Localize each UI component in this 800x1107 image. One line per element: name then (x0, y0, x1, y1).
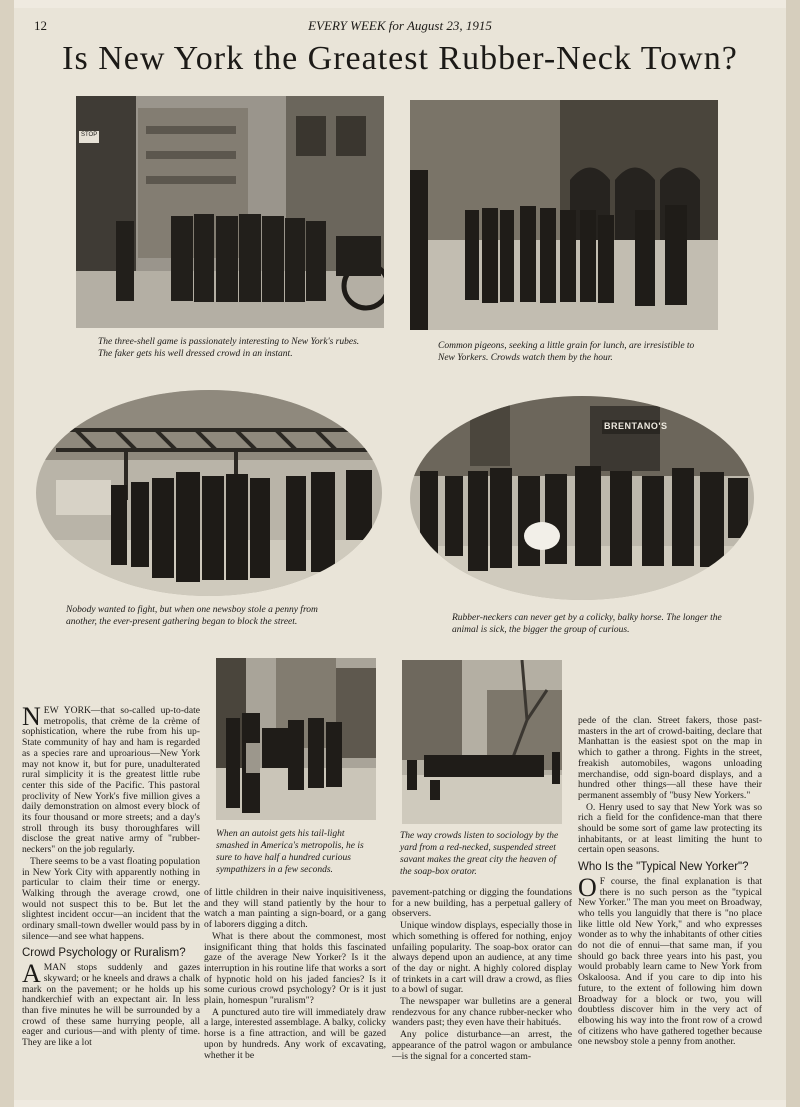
dropcap-o: O (578, 872, 597, 902)
photo-autoist (216, 658, 376, 820)
photo-pigeons (410, 100, 718, 330)
paragraph-punctured-tire: A punctured auto tire will immediately draw a large, interested assemblage. A balky, colicky horse is a fine attraction, and will be gazed upon by hundreds. Any work of excavating, whether it be (204, 1006, 386, 1061)
caption-soap-box: The way crowds listen to sociology by the yard from a red-necked, suspended street savant makes the great city the heaven of the soap-box orator. (400, 831, 559, 877)
page-number: 12 (34, 18, 47, 33)
stop-sign: STOP (81, 132, 98, 138)
caption-three-shell: The three-shell game is passionately interesting to New York's rubes. The faker gets his well dressed crowd in an instant. (98, 337, 360, 359)
text-column-1 (22, 702, 200, 1050)
running-title: EVERY WEEK for August 23, 1915 (308, 18, 492, 33)
text-column-2 (204, 888, 386, 1062)
intro-paragraph: EW YORK—that so-called up-to-date metropolis, that crème de la crème of sophistication, where the rube from his up-State community of hay and ham is regarded as a species rare and uproarious—New York may not know it, but for pure, unadulterated rural simplicity it is the greatest little rube center this side of the Pacific. This pastoral proclivity of New York's five million gives a daily demonstration on almost every block of its four thousand or more streets; and a day's stroll through its busy thoroughfares will disclose the great native army of "rubber-neckers" on the job regularly. (22, 705, 200, 856)
paragraph-window-displays: Unique window displays, especially those in which something is offered for nothing, enjoy unfailing popularity. The soap-box orator can always depend upon an audience, at any time of the day or night. A highly colored display of trinkets in a cart will draw a crowd, as flies to a bowl of sugar. (392, 920, 572, 996)
paragraph-commonest-thing: What is there about the commonest, most insignificant thing that holds this fascinated gaze of the average New Yorker? Is it the interruption in his routine life that works a sort of hypnotic hold on his jaded fancies? Is it some curious crowd psychology? Or is it just plain, homespun "ruralism"? (204, 930, 386, 1007)
paragraph-o-henry: O. Henry used to say that New York was so rich a field for the confidence-man that there should be some sort of game law protecting its inhabitants, or at least limiting the hunt to certain open seasons. (578, 801, 762, 856)
article-title: Is New York the Greatest Rubber-Neck Town? (62, 40, 738, 77)
binding-gutter (0, 0, 14, 1107)
paragraph-floating-population: There seems to be a vast floating population in New York City with apparently nothing in particular to claim their time or energy. Walking through the average crowd, one would not suspect this to be. But let the slightest incident occur—an incident that the ordinary small-town dweller would pass by in silence—and see what happens. (22, 855, 200, 942)
page-edge (786, 0, 800, 1107)
subhead-crowd-psychology: Crowd Psychology or Ruralism? (22, 947, 186, 960)
paragraph-little-children: of little children in their naive inquisitiveness, and they will stand patiently by the hour to watch a man painting a sign-board, or a gang of laborers digging a ditch. (204, 887, 386, 931)
caption-autoist: When an autoist gets his tail-light smashed in America's metropolis, he is sure to have half a hundred curious sympathizers in a few seconds. (216, 829, 364, 875)
paragraph-final-explanation: F course, the final explanation is that there is no such person as the "typical New Yorker." The man you meet on Broadway, who tells you languidly that there is "no place like little old New York," and who expresses wonder as to why the inhabitants of other cities do not die of ennui—that same man, if you should go back three years into his past, you would probably learn came to New York from Oskaloosa. And if you care to dip into his future, to the extent of following him down Broadway for a block or two, you will doubtless discover him in the very act of elbowing his way into the front row of a crowd of citizens who have gathered together because one newsboy stole a penny from another. (578, 875, 762, 1048)
photo-newsboy-crowd (36, 390, 382, 596)
dropcap-a: A (22, 959, 41, 989)
paragraph-war-bulletins: The newspaper war bulletins are a general rendezvous for any chance rubber-necker who wanders past; they even have their habitués. (392, 996, 572, 1029)
text-column-4 (578, 716, 762, 1049)
paragraph-street-fakers: pede of the clan. Street fakers, those past-masters in the art of crowd-baiting, declare that Manhattan is the easiest spot on the map in which to gather a throng. Fights in the street, freakish automobiles, wagons unloading merchandise, odd sign-board displays, and a hundred other things—all these have their permanent assembly of "busy New Yorkers." (578, 715, 762, 801)
photo-three-shell-game (76, 96, 384, 328)
caption-newsboy: Nobody wanted to fight, but when one newsboy stole a penny from another, the ever-present gathering began to block the street. (66, 605, 318, 627)
paragraph-man-stops: MAN stops suddenly and gazes skyward; or he kneels and draws a chalk mark on the pavement; or he holds up his handkerchief with an expectant air. In less than five minutes he will be surrounded by a crowd of these same hurrying people, all eager and curious—and with plenty of time. They are like a lot (22, 962, 200, 1049)
paragraph-pavement-patching: pavement-patching or digging the foundations for a new building, has a perpetual gallery of observers. (392, 887, 572, 920)
paragraph-police-disturbance: Any police disturbance—an arrest, the appearance of the patrol wagon or ambulance—is the signal for a concerted stam- (392, 1029, 572, 1062)
dropcap-n: N (22, 702, 41, 731)
caption-balky-horse: Rubber-neckers can never get by a colicky, balky horse. The longer the animal is sick, the bigger the group of curious. (452, 613, 722, 635)
photo-soap-box-orator (402, 660, 562, 824)
subhead-typical-new-yorker: Who Is the "Typical New Yorker"? (578, 861, 749, 874)
brentanos-sign: BRENTANO'S (604, 421, 668, 431)
caption-pigeons: Common pigeons, seeking a little grain for lunch, are irresistible to New Yorkers. Crowds watch them by the hour. (438, 341, 695, 363)
text-column-3 (392, 888, 572, 1063)
photo-balky-horse (410, 396, 754, 600)
